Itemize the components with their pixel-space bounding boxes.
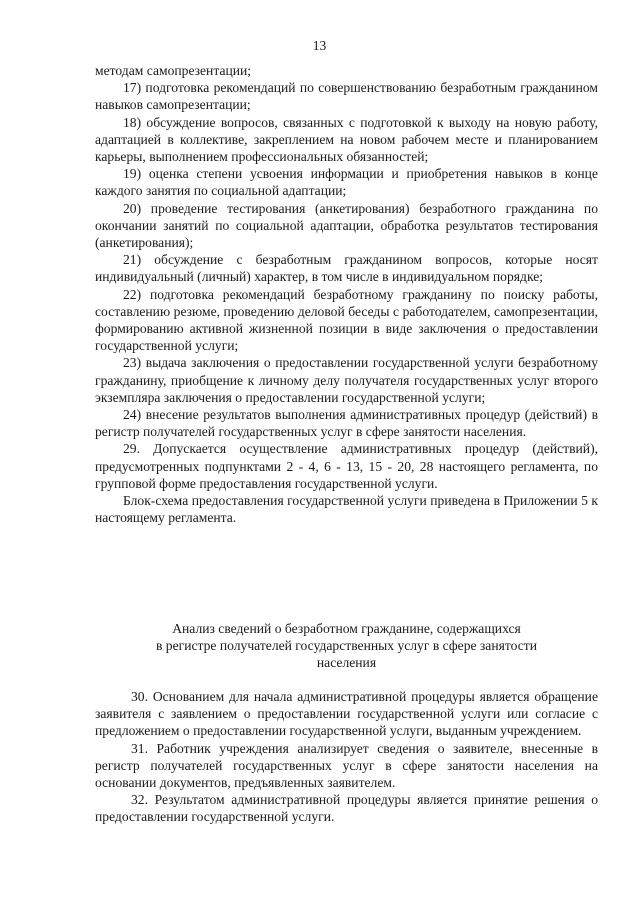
- list-item-18: 18) обсуждение вопросов, связанных с подготовкой к выходу на новую работу, адаптацией в коллективе, закреплением на новом рабочем месте и планированием карьеры, выполнением профессиональных обязанностей;: [95, 114, 598, 165]
- clause-31: 31. Работник учреждения анализирует сведения о заявителе, внесенные в регистр получателей государственных услуг в сфере занятости населения на основании документов, предъявленных заявителем.: [95, 740, 598, 791]
- section-body: [95, 688, 598, 826]
- clause-32: 32. Результатом административной процедуры является принятие решения о предоставлении государственной услуги.: [95, 792, 598, 825]
- page-number: 13: [312, 38, 327, 53]
- section-heading-line-3: населения: [316, 655, 377, 671]
- procedure-list: [95, 62, 598, 526]
- clause-29: 29. Допускается осуществление административных процедур (действий), предусмотренных подпунктами 2 - 4, 6 - 13, 15 - 20, 28 настоящего регламента, по групповой форме предоставления государственной услуги.: [95, 441, 598, 491]
- flowchart-reference: Блок-схема предоставления государственной услуги приведена в Приложении 5 к настоящему регламента.: [95, 493, 598, 526]
- list-item-21: 21) обсуждение с безработным гражданином вопросов, которые носят индивидуальный (личный) характер, в том числе в индивидуальном порядке;: [95, 252, 598, 285]
- section-heading-line-2: в регистре получателей государственных услуг в сфере занятости: [155, 638, 537, 654]
- list-item-17: 17) подготовка рекомендаций по совершенствованию безработным гражданином навыков самопрезентации;: [95, 80, 598, 113]
- list-item-continuation: методам самопрезентации;: [95, 63, 252, 78]
- clause-30: 30. Основанием для начала административной процедуры является обращение заявителя с заявлением о предоставлении государственной услуги или согласие с предложением о предоставлении государственной услуги, выданным учреждением.: [95, 689, 598, 739]
- list-item-23: 23) выдача заключения о предоставлении государственной услуги безработному гражданину, приобщение к личному делу получателя государственных услуг второго экземпляра заключения о предоставлении государственной услуги;: [95, 355, 598, 405]
- list-item-20: 20) проведение тестирования (анкетирования) безработного гражданина по окончании занятий по социальной адаптации, обработка результатов тестирования (анкетирования);: [95, 200, 598, 251]
- section-heading: [130, 620, 563, 672]
- list-item-24: 24) внесение результатов выполнения административных процедур (действий) в регистр получателей государственных услуг в сфере занятости населения.: [95, 407, 598, 440]
- section-heading-line-1: Анализ сведений о безработном гражданине, содержащихся: [172, 621, 521, 636]
- list-item-22: 22) подготовка рекомендаций безработному гражданину по поиску работы, составлению резюме, проведению деловой беседы с работодателем, самопрезентации, формированию активной жизненной позиции в виде заключения о предоставлении государственной услуги;: [95, 286, 598, 354]
- list-item-19: 19) оценка степени усвоения информации и приобретения навыков в конце каждого занятия по социальной адаптации;: [95, 166, 598, 199]
